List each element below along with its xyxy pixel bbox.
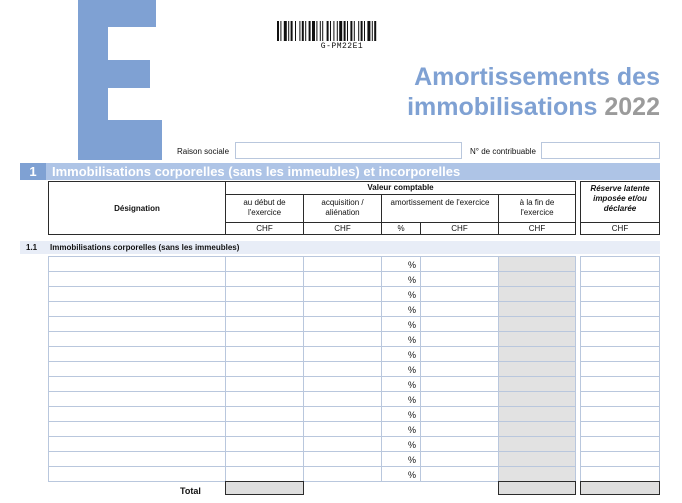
cell-acq[interactable] xyxy=(303,376,382,392)
cell-start[interactable] xyxy=(225,361,304,377)
cell-pct xyxy=(381,421,421,437)
cell-pct xyxy=(381,316,421,332)
cell-amort[interactable] xyxy=(420,451,499,467)
cell-acq[interactable] xyxy=(303,436,382,452)
designation-header: Désignation xyxy=(114,204,160,213)
cell-end[interactable] xyxy=(498,436,576,452)
cell-pct xyxy=(381,451,421,467)
percent-sign: % xyxy=(407,275,416,285)
cell-reserve[interactable] xyxy=(580,406,660,422)
cell-amort[interactable] xyxy=(420,256,499,272)
total-start-field[interactable] xyxy=(225,481,304,495)
cell-amort[interactable] xyxy=(420,406,499,422)
cell-end[interactable] xyxy=(498,391,576,407)
valeur-comptable-header: Valeur comptable xyxy=(367,183,434,192)
cell-amort[interactable] xyxy=(420,301,499,317)
cell-acq[interactable] xyxy=(303,361,382,377)
cell-designation[interactable] xyxy=(48,421,226,437)
cell-start[interactable] xyxy=(225,286,304,302)
cell-start[interactable] xyxy=(225,301,304,317)
percent-sign: % xyxy=(407,395,416,405)
page-title xyxy=(407,62,660,122)
cell-pct xyxy=(381,391,421,407)
percent-sign: % xyxy=(407,425,416,435)
section-number: 1 xyxy=(20,163,46,180)
cell-designation[interactable] xyxy=(48,436,226,452)
cell-amort[interactable] xyxy=(420,361,499,377)
unit-amort: CHF xyxy=(451,224,468,233)
cell-designation[interactable] xyxy=(48,361,226,377)
percent-sign: % xyxy=(407,320,416,330)
cell-designation[interactable] xyxy=(48,286,226,302)
percent-sign: % xyxy=(407,455,416,465)
cell-start[interactable] xyxy=(225,376,304,392)
cell-designation[interactable] xyxy=(48,256,226,272)
cell-start[interactable] xyxy=(225,331,304,347)
unit-end: CHF xyxy=(528,224,546,233)
cell-end[interactable] xyxy=(498,406,576,422)
percent-sign: % xyxy=(407,410,416,420)
col-start-header: au début de l'exercice xyxy=(243,198,286,217)
cell-amort[interactable] xyxy=(420,346,499,362)
cell-start[interactable] xyxy=(225,346,304,362)
percent-sign: % xyxy=(407,290,416,300)
barcode-text: G-PM22E1 xyxy=(320,42,364,51)
cell-pct xyxy=(381,256,421,272)
taxpayer-label: N° de contribuable xyxy=(470,147,536,156)
cell-end[interactable] xyxy=(498,361,576,377)
cell-pct xyxy=(381,301,421,317)
cell-acq[interactable] xyxy=(303,286,382,302)
form-year: 2022 xyxy=(604,93,660,121)
cell-pct xyxy=(381,436,421,452)
cell-acq[interactable] xyxy=(303,346,382,362)
cell-start[interactable] xyxy=(225,256,304,272)
subsection-title: Immobilisations corporelles (sans les immeubles) xyxy=(50,243,240,252)
cell-end[interactable] xyxy=(498,301,576,317)
total-end-field[interactable] xyxy=(498,481,576,495)
percent-sign: % xyxy=(407,305,416,315)
unit-reserve: CHF xyxy=(611,224,629,233)
cell-reserve[interactable] xyxy=(580,286,660,302)
unit-acq: CHF xyxy=(334,224,351,233)
col-acq-header: acquisition / aliénation xyxy=(321,198,364,217)
percent-sign: % xyxy=(407,380,416,390)
cell-designation[interactable] xyxy=(48,376,226,392)
cell-designation[interactable] xyxy=(48,316,226,332)
cell-reserve[interactable] xyxy=(580,301,660,317)
section-title: Immobilisations corporelles (sans les immeubles) et incorporelles xyxy=(52,164,461,179)
cell-reserve[interactable] xyxy=(580,391,660,407)
cell-designation[interactable] xyxy=(48,466,226,482)
total-reserve-field[interactable] xyxy=(580,481,660,495)
cell-acq[interactable] xyxy=(303,406,382,422)
cell-amort[interactable] xyxy=(420,421,499,437)
cell-reserve[interactable] xyxy=(580,421,660,437)
cell-end[interactable] xyxy=(498,331,576,347)
cell-reserve[interactable] xyxy=(580,271,660,287)
cell-start[interactable] xyxy=(225,421,304,437)
percent-sign: % xyxy=(407,260,416,270)
cell-end[interactable] xyxy=(498,421,576,437)
unit-start: CHF xyxy=(256,224,273,233)
cell-pct xyxy=(381,466,421,482)
cell-reserve[interactable] xyxy=(580,376,660,392)
cell-reserve[interactable] xyxy=(580,466,660,482)
cell-acq[interactable] xyxy=(303,421,382,437)
cell-start[interactable] xyxy=(225,391,304,407)
taxpayer-field[interactable] xyxy=(541,142,660,159)
cell-reserve[interactable] xyxy=(580,256,660,272)
cell-acq[interactable] xyxy=(303,316,382,332)
cell-acq[interactable] xyxy=(303,256,382,272)
cell-acq[interactable] xyxy=(303,466,382,482)
total-label: Total xyxy=(180,486,201,496)
cell-amort[interactable] xyxy=(420,286,499,302)
percent-sign: % xyxy=(407,350,416,360)
cell-pct xyxy=(381,361,421,377)
cell-acq[interactable] xyxy=(303,271,382,287)
cell-pct xyxy=(381,331,421,347)
cell-reserve[interactable] xyxy=(580,436,660,452)
cell-acq[interactable] xyxy=(303,331,382,347)
unit-pct: % xyxy=(397,224,405,233)
cell-amort[interactable] xyxy=(420,271,499,287)
cell-end[interactable] xyxy=(498,376,576,392)
cell-reserve[interactable] xyxy=(580,346,660,362)
percent-sign: % xyxy=(407,470,416,480)
cell-end[interactable] xyxy=(498,271,576,287)
cell-start[interactable] xyxy=(225,451,304,467)
cell-reserve[interactable] xyxy=(580,361,660,377)
cell-reserve[interactable] xyxy=(580,451,660,467)
percent-sign: % xyxy=(407,335,416,345)
cell-start[interactable] xyxy=(225,406,304,422)
cell-pct xyxy=(381,286,421,302)
cell-designation[interactable] xyxy=(48,451,226,467)
cell-designation[interactable] xyxy=(48,346,226,362)
cell-pct xyxy=(381,406,421,422)
title-line-2: immobilisations xyxy=(407,93,598,121)
cell-start[interactable] xyxy=(225,436,304,452)
cell-amort[interactable] xyxy=(420,331,499,347)
company-label: Raison sociale xyxy=(177,147,230,156)
cell-designation[interactable] xyxy=(48,301,226,317)
reserve-header: Réserve latente imposée et/ou déclarée xyxy=(590,184,650,213)
cell-amort[interactable] xyxy=(420,376,499,392)
barcode xyxy=(277,21,407,41)
cell-designation[interactable] xyxy=(48,331,226,347)
cell-start[interactable] xyxy=(225,316,304,332)
cell-amort[interactable] xyxy=(420,316,499,332)
subsection-number: 1.1 xyxy=(26,243,38,252)
cell-designation[interactable] xyxy=(48,271,226,287)
percent-sign: % xyxy=(407,440,416,450)
cell-end[interactable] xyxy=(498,346,576,362)
cell-acq[interactable] xyxy=(303,301,382,317)
cell-end[interactable] xyxy=(498,451,576,467)
form-letter-e xyxy=(50,0,170,160)
cell-acq[interactable] xyxy=(303,451,382,467)
title-line-1: Amortissements des xyxy=(414,63,660,91)
cell-pct xyxy=(381,376,421,392)
cell-end[interactable] xyxy=(498,256,576,272)
cell-reserve[interactable] xyxy=(580,316,660,332)
cell-amort[interactable] xyxy=(420,436,499,452)
cell-amort[interactable] xyxy=(420,391,499,407)
cell-start[interactable] xyxy=(225,271,304,287)
cell-pct xyxy=(381,271,421,287)
cell-designation[interactable] xyxy=(48,406,226,422)
company-field[interactable] xyxy=(235,142,462,159)
col-end-header: à la fin de l'exercice xyxy=(519,198,555,217)
percent-sign: % xyxy=(407,365,416,375)
cell-start[interactable] xyxy=(225,466,304,482)
col-amort-header: amortissement de l'exercice xyxy=(390,198,490,207)
cell-designation[interactable] xyxy=(48,391,226,407)
cell-end[interactable] xyxy=(498,466,576,482)
cell-end[interactable] xyxy=(498,286,576,302)
cell-reserve[interactable] xyxy=(580,331,660,347)
cell-acq[interactable] xyxy=(303,391,382,407)
cell-amort[interactable] xyxy=(420,466,499,482)
cell-pct xyxy=(381,346,421,362)
cell-end[interactable] xyxy=(498,316,576,332)
